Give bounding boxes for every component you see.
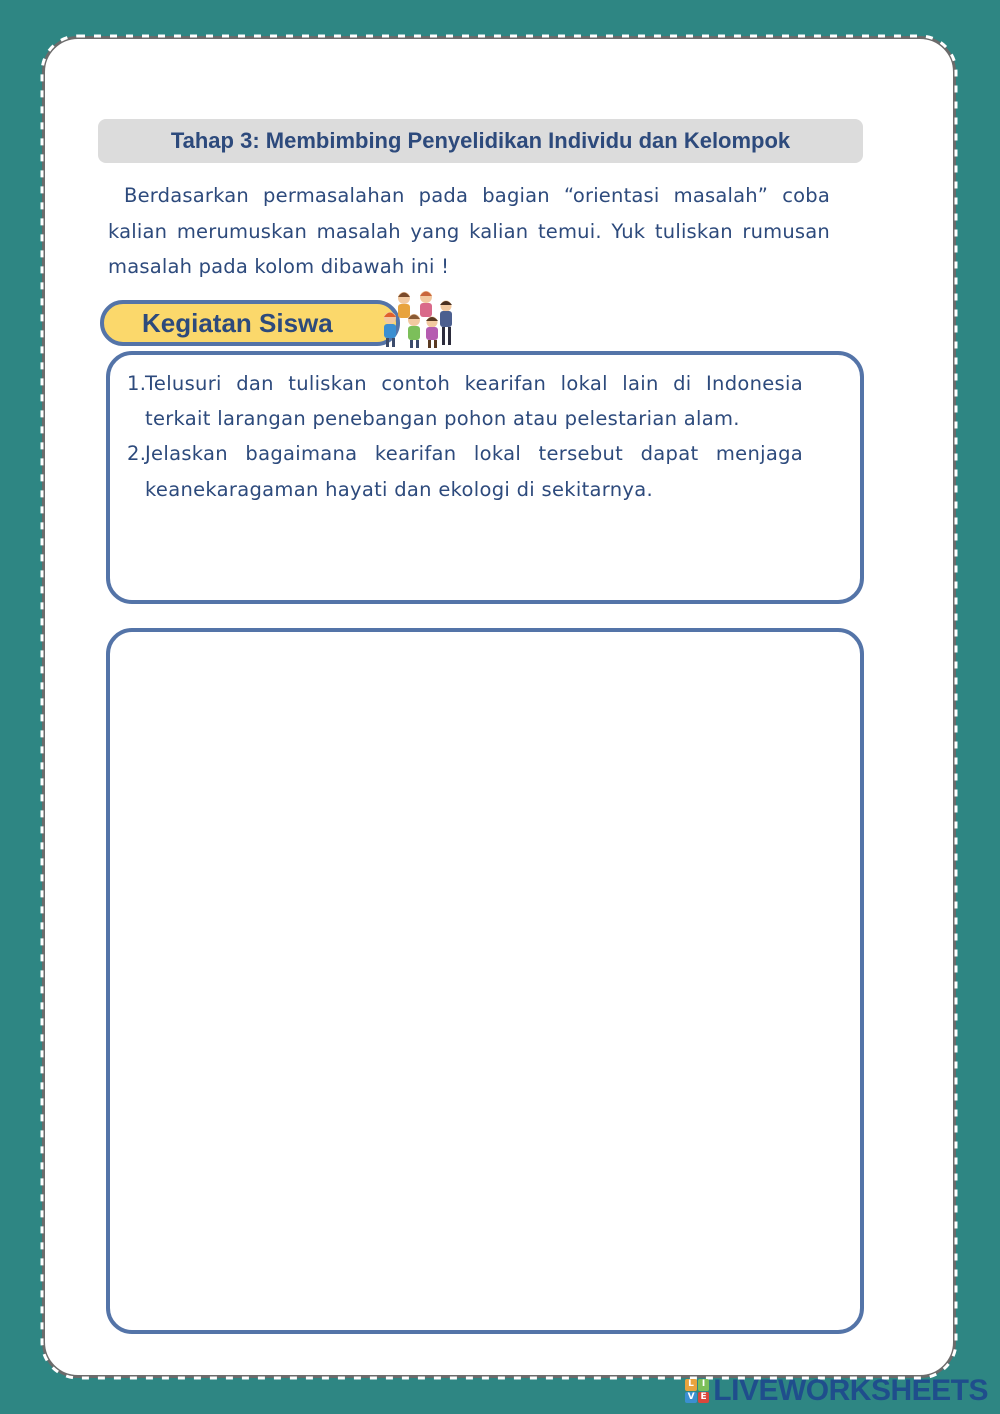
task-text: Jelaskan bagaimana kearifan lokal tersebut dapat menjaga keanekaragaman hayati dan ekologi di sekitarnya. xyxy=(145,442,803,501)
task-list xyxy=(127,366,803,507)
task-text: Telusuri dan tuliskan contoh kearifan lokal lain di Indonesia terkait larangan penebangan pohon atau pelestarian alam. xyxy=(145,372,803,431)
task-number: 1. xyxy=(127,372,147,395)
stage-heading xyxy=(98,119,863,163)
task-number: 2. xyxy=(127,442,147,466)
task-item xyxy=(127,436,803,506)
intro-paragraph: Berdasarkan permasalahan pada bagian “orientasi masalah” coba kalian merumuskan masalah yang kalian temui. Yuk tuliskan rumusan masalah pada kolom dibawah ini ! xyxy=(108,184,830,278)
logo-letter: L xyxy=(685,1379,697,1391)
logo-letter: E xyxy=(698,1392,710,1404)
liveworksheets-logo xyxy=(685,1376,988,1406)
answer-area[interactable] xyxy=(106,628,864,1334)
liveworksheets-logo-icon xyxy=(685,1379,709,1403)
stage-heading-text: Tahap 3: Membimbing Penyelidikan Individu dan Kelompok xyxy=(170,128,791,153)
children-group-icon xyxy=(378,288,458,350)
logo-letter: V xyxy=(685,1392,697,1404)
liveworksheets-wordmark: LIVEWORKSHEETS xyxy=(713,1374,988,1407)
task-item xyxy=(127,366,803,436)
activity-label: Kegiatan Siswa xyxy=(142,308,333,338)
logo-letter: I xyxy=(698,1379,710,1391)
